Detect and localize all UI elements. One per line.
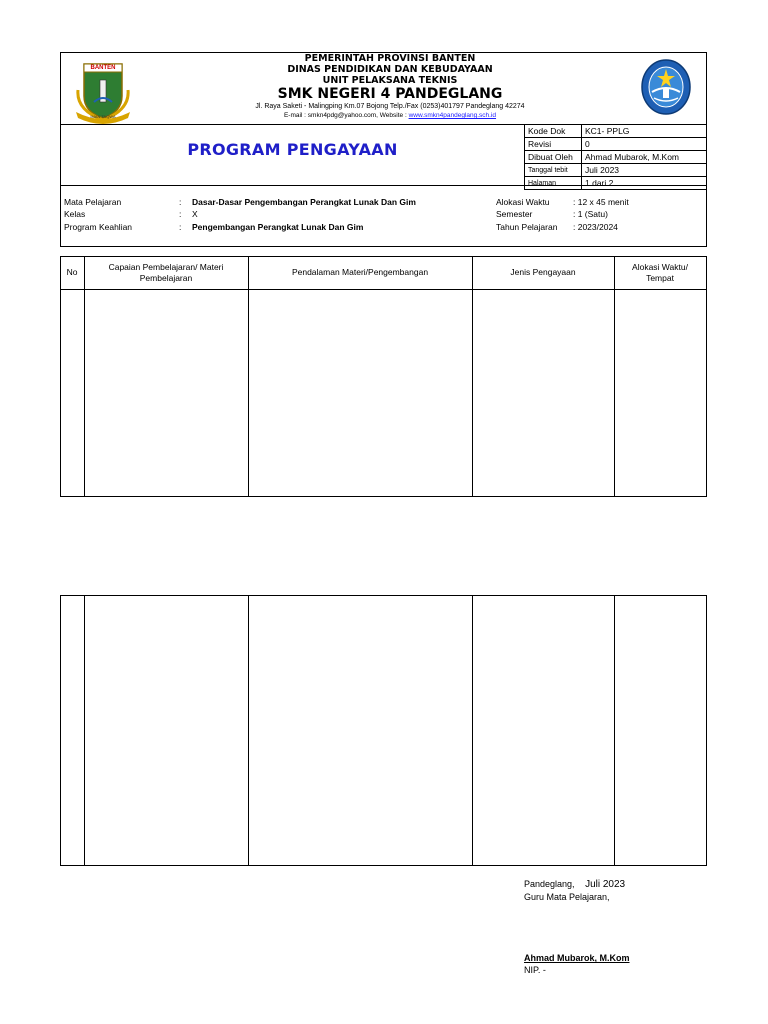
meta-row-tanggal	[525, 164, 707, 177]
program-table	[60, 256, 707, 497]
header-line-3: UNIT PELAKSANA TEKNIS	[322, 75, 458, 86]
meta-row-kode	[525, 125, 707, 138]
th-no: No	[66, 267, 78, 277]
school-address: Jl. Raya Saketi - Malingping Km.07 Bojong Telp./Fax (0253)401797 Pandeglang 42274	[255, 103, 525, 110]
info-value-keahlian: Pengembangan Perangkat Lunak Dan Gim	[192, 222, 364, 232]
info-block	[60, 185, 707, 247]
info-label-kelas: Kelas	[64, 209, 86, 219]
meta-label: Tanggal tebit	[525, 164, 582, 177]
col-divider	[248, 256, 249, 497]
table-header-divider	[60, 289, 707, 290]
meta-label: Kode Dok	[525, 125, 582, 138]
school-logo	[640, 58, 692, 116]
website-link[interactable]: www.smkn4pandeglang.sch.id	[408, 112, 497, 119]
meta-label: Revisi	[525, 138, 582, 151]
meta-label: Halaman	[525, 177, 582, 190]
email-text: E-mail : smkn4pdg@yahoo.com, Website :	[283, 112, 409, 119]
program-table-continued	[60, 595, 707, 866]
col-divider	[472, 256, 473, 497]
signature-nip: NIP. -	[524, 965, 546, 975]
th-pendalaman: Pendalaman Materi/Pengembangan	[291, 267, 429, 277]
banten-logo-text: BANTEN	[90, 65, 116, 71]
header-line-2: DINAS PENDIDIKAN DAN KEBUDAYAAN	[287, 64, 493, 75]
signature-place	[524, 879, 625, 890]
info-value-semester: : 1 (Satu)	[573, 209, 608, 219]
info-sep: :	[179, 222, 182, 232]
info-sep: :	[179, 197, 182, 207]
info-label-alokasi: Alokasi Waktu	[496, 197, 550, 207]
meta-row-dibuat	[525, 151, 707, 164]
signature-date: Juli 2023	[585, 879, 626, 890]
col-divider	[84, 595, 85, 866]
col-divider	[472, 595, 473, 866]
school-name: SMK NEGERI 4 PANDEGLANG	[277, 86, 503, 102]
info-label-semester: Semester	[496, 209, 533, 219]
info-sep: :	[179, 209, 182, 219]
info-label-mapel: Mata Pelajaran	[64, 197, 122, 207]
th-jenis: Jenis Pengayaan	[510, 267, 576, 277]
info-label-tahun: Tahun Pelajaran	[496, 222, 558, 232]
col-divider	[248, 595, 249, 866]
meta-value: 1 dari 2	[582, 177, 707, 190]
header-line-1: PEMERINTAH PROVINSI BANTEN	[304, 53, 476, 64]
info-value-kelas: X	[192, 209, 198, 219]
meta-value: Juli 2023	[582, 164, 707, 177]
col-divider	[84, 256, 85, 497]
banten-logo-motto: IMAN TAQWA	[90, 114, 116, 119]
signature-city: Pandeglang,	[524, 879, 575, 889]
col-divider	[614, 595, 615, 866]
th-alokasi: Alokasi Waktu/ Tempat	[632, 262, 688, 283]
meta-value: Ahmad Mubarok, M.Kom	[582, 151, 707, 164]
meta-value: KC1- PPLG	[582, 125, 707, 138]
info-value-mapel: Dasar-Dasar Pengembangan Perangkat Lunak Dan Gim	[192, 197, 416, 207]
banten-logo	[74, 60, 132, 124]
info-label-keahlian: Program Keahlian	[64, 222, 133, 232]
doc-title: PROGRAM PENGAYAAN	[187, 140, 398, 159]
signature-name: Ahmad Mubarok, M.Kom	[524, 953, 630, 963]
meta-row-revisi	[525, 138, 707, 151]
th-capaian: Capaian Pembelajaran/ Materi Pembelajaran	[108, 262, 224, 283]
doc-meta-table	[524, 124, 707, 190]
info-value-alokasi: : 12 x 45 menit	[573, 197, 629, 207]
col-divider	[614, 256, 615, 497]
meta-label: Dibuat Oleh	[525, 151, 582, 164]
signature-role: Guru Mata Pelajaran,	[524, 892, 610, 902]
info-value-tahun: : 2023/2024	[573, 222, 618, 232]
school-contact	[200, 112, 580, 119]
meta-value: 0	[582, 138, 707, 151]
